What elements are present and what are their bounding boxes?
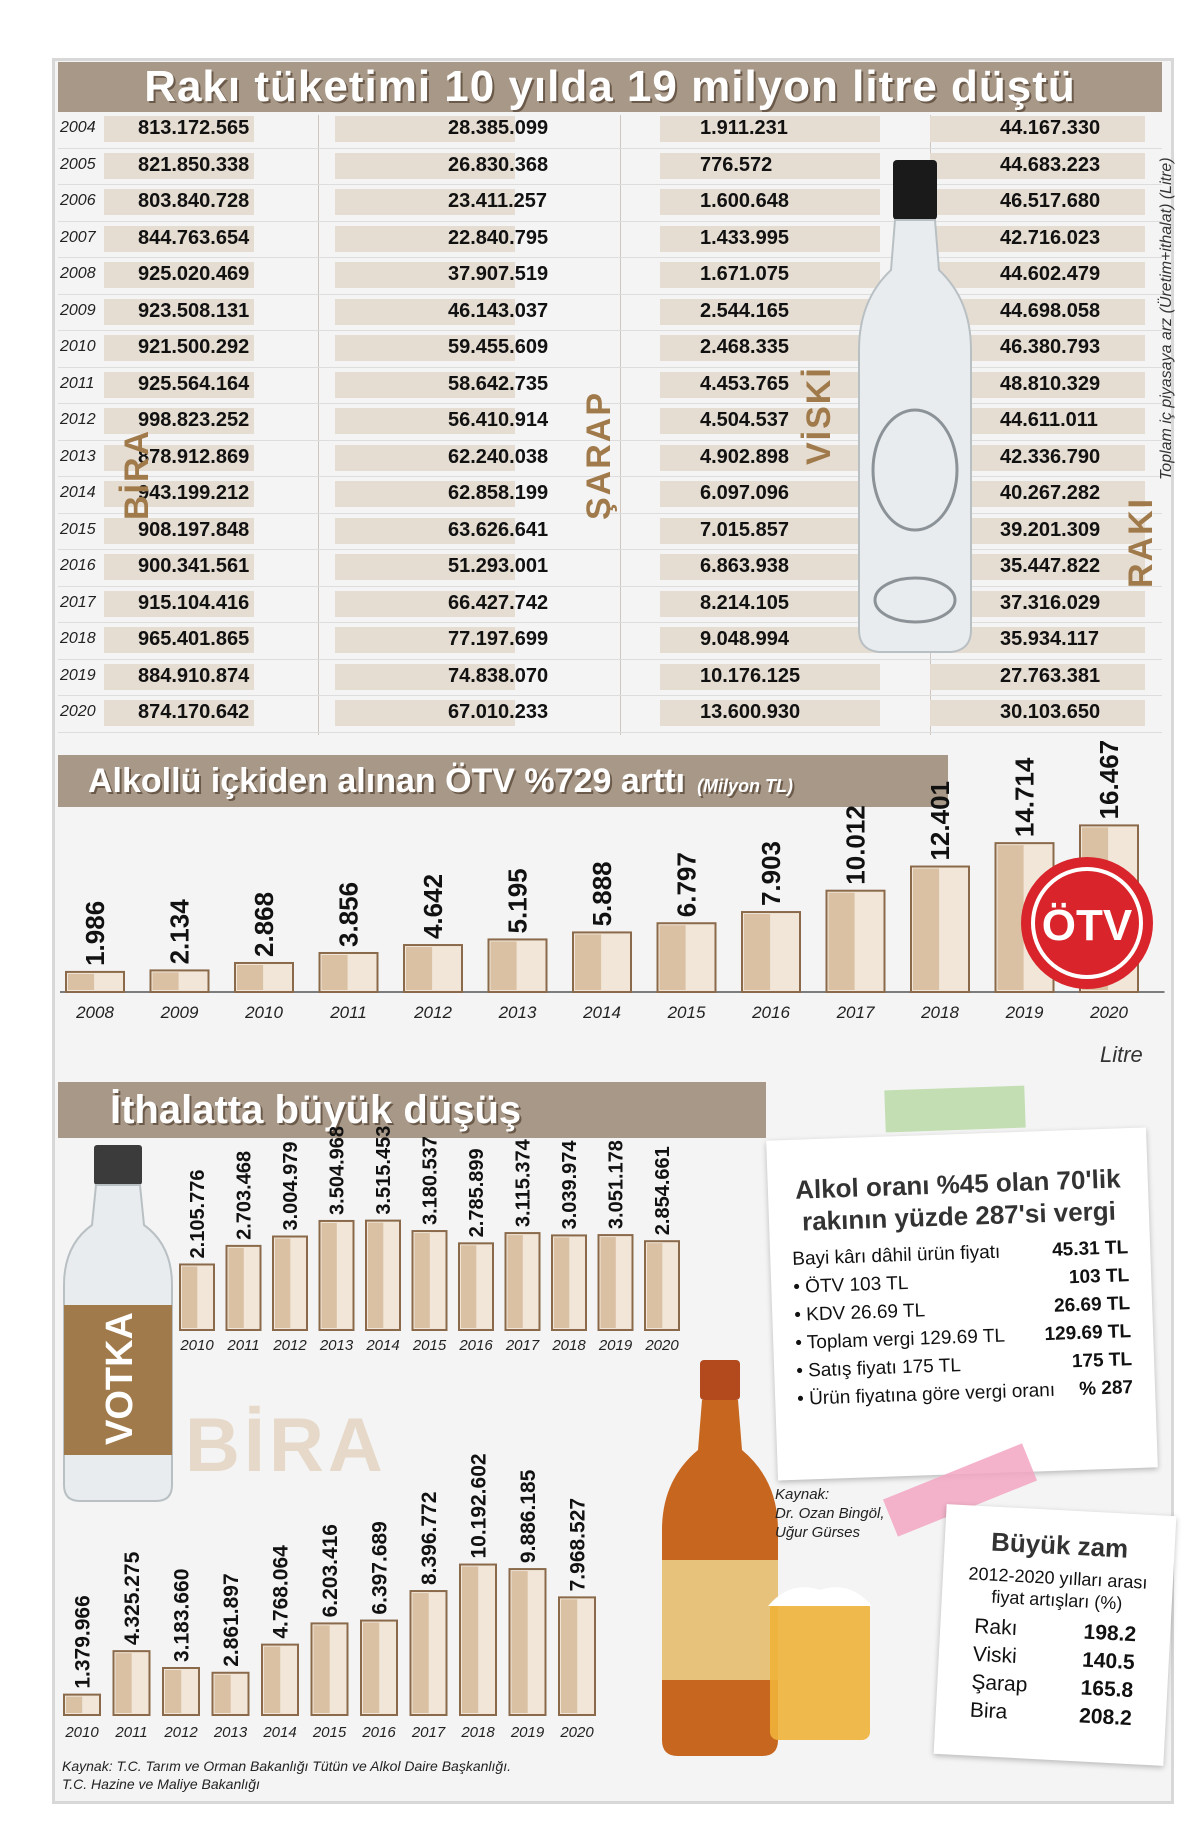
table-cell-viski: 4.504.537 [700, 409, 789, 431]
chart-data-label: 4.642 [418, 873, 449, 940]
chart-tick-label: 2017 [411, 1724, 446, 1741]
column-divider [318, 115, 319, 735]
chart-bar-shade [601, 1237, 616, 1328]
table-cell-viski: 1.671.075 [700, 263, 789, 285]
table-year: 2011 [60, 374, 95, 392]
table-cell-bira: 900.341.561 [138, 555, 250, 577]
table-year: 2006 [60, 192, 96, 209]
chart-bar-shade [406, 947, 432, 990]
chart-data-label: 7.903 [756, 840, 787, 907]
chart-data-label: 2.854.661 [652, 1146, 674, 1236]
table-cell-bira: 878.912.869 [138, 445, 250, 468]
chart-bar-shade [215, 1675, 231, 1713]
table-year: 2013 [60, 447, 96, 465]
table-cell-sarap: 62.240.038 [448, 445, 549, 468]
table-cell-viski: 6.863.938 [700, 555, 789, 577]
import-title: İthalatta büyük düşüş [58, 1082, 766, 1138]
zam-row-label: Bira [969, 1698, 1008, 1724]
table-cell-raki: 27.763.381 [1000, 664, 1101, 687]
chart-tick-label: 2014 [583, 1003, 621, 1022]
chart-tick-label: 2013 [213, 1724, 248, 1741]
table-cell-viski: 4.902.898 [700, 445, 789, 468]
table-year: 2012 [60, 411, 96, 428]
chart-bar-shade [461, 1245, 476, 1328]
table-cell-raki: 44.602.479 [1000, 263, 1101, 285]
zam-row-value: 165.8 [1080, 1676, 1134, 1703]
table-cell-sarap: 51.293.001 [448, 555, 549, 577]
table-cell-bira: 915.104.416 [138, 591, 250, 614]
chart-data-label: 16.467 [1094, 739, 1125, 820]
table-cell-raki: 44.611.011 [1000, 409, 1098, 431]
tax-card-title [766, 1127, 1149, 1246]
chart-data-label: 3.039.974 [559, 1140, 581, 1230]
table-cell-viski: 1.600.648 [700, 190, 789, 212]
table-cell-bira: 821.850.338 [138, 153, 250, 176]
tax-row-value: 129.69 TL [1044, 1321, 1132, 1346]
row-divider [58, 367, 1162, 368]
chart-bar-shade [165, 1670, 181, 1713]
chart-tick-label: 2014 [263, 1724, 297, 1741]
table-cell-viski: 10.176.125 [700, 664, 801, 687]
table-cell-bira: 884.910.874 [138, 664, 250, 687]
source1-line: Dr. Ozan Bingöl, [775, 1505, 885, 1522]
table-cell-raki: 39.201.309 [1000, 518, 1101, 541]
chart-data-label: 4.325.275 [120, 1551, 144, 1646]
zam-row-value: 140.5 [1081, 1648, 1136, 1675]
chart-tick-label: 2019 [1005, 1003, 1044, 1022]
table-cell-sarap: 22.840.795 [448, 226, 549, 249]
tax-row-value: 26.69 TL [1053, 1293, 1131, 1317]
chart-tick-label: 2011 [227, 1337, 260, 1354]
source1-line: Uğur Gürses [775, 1524, 861, 1541]
chart-bar-shade [647, 1243, 662, 1328]
chart-data-label: 1.986 [80, 900, 111, 966]
row-divider [58, 148, 1162, 149]
chart-tick-label: 2012 [164, 1724, 198, 1741]
raki-bottle-illustration [855, 160, 975, 655]
bira-chart-label: BİRA [185, 1403, 387, 1488]
chart-bar-shade [68, 974, 94, 990]
chart-tick-label: 2011 [330, 1003, 367, 1022]
table-cell-bira: 874.170.642 [138, 701, 250, 723]
table-cell-sarap: 46.143.037 [448, 299, 549, 322]
chart-data-label: 5.888 [587, 861, 618, 927]
zam-row-label: Şarap [970, 1670, 1028, 1697]
tax-row-value: 175 TL [1071, 1349, 1133, 1373]
chart-tick-label: 2020 [1090, 1003, 1128, 1022]
table-cell-sarap: 74.838.070 [448, 664, 549, 687]
chart-data-label: 1.379.966 [71, 1595, 95, 1689]
row-divider [58, 659, 1162, 660]
chart-data-label: 5.195 [502, 868, 533, 934]
green-tape-decoration [884, 1086, 1025, 1133]
tax-breakdown-card [766, 1127, 1158, 1480]
main-title: Rakı tüketimi 10 yılda 19 milyon litre düştü [58, 62, 1162, 112]
chart-data-label: 10.192.602 [467, 1453, 491, 1559]
table-cell-bira: 923.508.131 [138, 299, 250, 322]
tax-row-label: • Toplam vergi 129.69 TL [794, 1325, 1006, 1354]
row-divider [58, 184, 1162, 185]
tax-row-value: 45.31 TL [1051, 1237, 1129, 1261]
price-increase-card [934, 1504, 1177, 1766]
chart-data-label: 10.012 [840, 805, 871, 885]
table-cell-raki: 35.447.822 [1000, 555, 1101, 577]
chart-data-label: 2.861.897 [219, 1573, 243, 1667]
chart-data-label: 3.051.178 [605, 1140, 628, 1230]
row-divider [58, 294, 1162, 295]
chart-bar-shade [229, 1248, 244, 1328]
chart-bar-shade [264, 1647, 280, 1713]
viski-column-label: VİSKİ [800, 366, 838, 465]
chart-tick-label: 2017 [505, 1337, 540, 1354]
tax-row-value: % 287 [1078, 1377, 1134, 1400]
source2-line: Kaynak: T.C. Tarım ve Orman Bakanlığı Tütün ve Alkol Daire Başkanlığı. [62, 1758, 511, 1774]
litre-label: Litre [1100, 1042, 1143, 1067]
table-cell-raki: 44.167.330 [1000, 117, 1101, 139]
tax-row-label: Bayi kârı dâhil ürün fiyatı [791, 1241, 1001, 1270]
chart-data-label: 3.180.537 [419, 1136, 442, 1226]
row-divider [58, 622, 1162, 623]
chart-bar-shade [314, 1625, 330, 1713]
chart-tick-label: 2014 [366, 1337, 400, 1354]
chart-data-label: 4.768.064 [269, 1545, 293, 1639]
chart-data-label: 14.714 [1009, 757, 1040, 838]
table-cell-sarap: 59.455.609 [448, 336, 549, 358]
tax-card-title-line2: rakının yüzde 287'si vergi [801, 1195, 1117, 1237]
chart-data-label: 3.115.374 [512, 1139, 535, 1228]
chart-bar-shade [322, 955, 348, 990]
tax-row-value: 103 TL [1068, 1265, 1130, 1289]
table-cell-bira: 803.840.728 [138, 190, 250, 212]
chart-tick-label: 2012 [273, 1337, 307, 1354]
table-cell-sarap: 67.010.233 [448, 701, 549, 723]
chart-bar-shade [508, 1235, 523, 1328]
table-cell-sarap: 58.642.735 [448, 372, 549, 395]
chart-tick-label: 2017 [836, 1003, 875, 1022]
table-cell-bira: 965.401.865 [138, 628, 250, 650]
table-year: 2017 [60, 593, 96, 611]
chart-bar-shade [744, 914, 770, 990]
table-cell-raki: 42.336.790 [1000, 445, 1101, 468]
table-cell-viski: 7.015.857 [700, 518, 789, 541]
supply-note: Toplam iç piyasaya arz (Üretim+ithalat) (Litre) [1158, 157, 1175, 480]
chart-tick-label: 2008 [76, 1003, 114, 1022]
table-cell-raki: 44.683.223 [1000, 153, 1101, 176]
chart-bar-shade [561, 1599, 577, 1713]
zam-row-value: 208.2 [1078, 1704, 1133, 1731]
chart-data-label: 2.703.468 [233, 1150, 256, 1240]
chart-bar-shade [368, 1223, 383, 1328]
chart-bar-shade [182, 1266, 197, 1328]
otv-unit: (Milyon TL) [697, 776, 794, 796]
table-cell-raki: 44.698.058 [1000, 299, 1101, 322]
chart-data-label: 3.004.979 [280, 1141, 302, 1231]
chart-tick-label: 2011 [115, 1724, 148, 1741]
table-year: 2018 [60, 630, 96, 647]
table-year: 2014 [60, 484, 96, 501]
table-year: 2009 [60, 301, 96, 319]
table-cell-bira: 925.564.164 [138, 372, 250, 395]
votka-label: VOTKA [99, 1312, 141, 1445]
tax-row-label: • Ürün fiyatına göre vergi oranı [796, 1379, 1056, 1410]
row-divider [58, 221, 1162, 222]
table-cell-bira: 813.172.565 [138, 117, 250, 139]
source-note-2 [62, 1757, 511, 1793]
table-year: 2004 [60, 119, 96, 136]
chart-bar-shade [575, 934, 601, 990]
chart-tick-label: 2015 [312, 1724, 347, 1741]
chart-tick-label: 2009 [160, 1003, 199, 1022]
chart-bar-shade [512, 1571, 528, 1713]
table-cell-raki: 42.716.023 [1000, 226, 1101, 249]
chart-bar-shade [153, 972, 179, 990]
table-cell-sarap: 56.410.914 [448, 409, 549, 431]
chart-data-label: 6.397.689 [368, 1521, 392, 1615]
row-divider [58, 257, 1162, 258]
tax-row-label: • ÖTV 103 TL [792, 1272, 909, 1298]
chart-bar-shade [554, 1237, 569, 1328]
row-divider [58, 330, 1162, 331]
table-cell-viski: 6.097.096 [700, 482, 789, 504]
chart-tick-label: 2016 [752, 1003, 790, 1022]
chart-bar-shade [491, 941, 517, 990]
tax-row-label: • Satış fiyatı 175 TL [795, 1355, 962, 1382]
table-cell-bira: 844.763.654 [138, 226, 250, 249]
table-cell-bira: 998.823.252 [138, 409, 250, 431]
chart-data-label: 3.504.968 [326, 1125, 349, 1215]
table-cell-raki: 46.380.793 [1000, 336, 1101, 358]
table-cell-bira: 908.197.848 [138, 518, 250, 541]
chart-tick-label: 2016 [362, 1724, 396, 1741]
table-year: 2019 [60, 666, 96, 684]
source2-line: T.C. Hazine ve Maliye Bakanlığı [62, 1776, 260, 1792]
chart-data-label: 6.203.416 [318, 1523, 342, 1618]
chart-bar-shade [829, 893, 855, 990]
table-cell-viski: 1.433.995 [700, 226, 789, 249]
chart-bar-shade [413, 1593, 429, 1713]
chart-data-label: 2.785.899 [466, 1148, 488, 1238]
table-cell-raki: 40.267.282 [1000, 482, 1101, 504]
row-divider [58, 732, 1162, 733]
table-cell-raki: 46.517.680 [1000, 190, 1101, 212]
table-year: 2007 [60, 228, 96, 246]
otv-stamp-text: ÖTV [1041, 901, 1133, 950]
row-divider [58, 586, 1162, 587]
source-note-1 [775, 1485, 885, 1542]
row-divider [58, 695, 1162, 696]
chart-data-label: 6.797 [671, 852, 702, 918]
vodka-bottle-illustration [58, 1145, 178, 1505]
chart-tick-label: 2015 [667, 1003, 706, 1022]
chart-tick-label: 2018 [552, 1337, 586, 1354]
zam-title: Büyük zam [990, 1526, 1130, 1564]
otv-stamp-badge [1012, 848, 1162, 998]
chart-data-label: 2.105.776 [187, 1169, 209, 1259]
table-cell-sarap: 26.830.368 [448, 153, 549, 176]
table-cell-raki: 37.316.029 [1000, 591, 1101, 614]
otv-title-text: Alkollü içkiden alınan ÖTV %729 arttı [88, 762, 686, 800]
chart-tick-label: 2019 [598, 1337, 633, 1354]
table-cell-sarap: 77.197.699 [448, 628, 549, 650]
chart-data-label: 12.401 [925, 780, 956, 861]
table-cell-bira: 925.020.469 [138, 263, 250, 285]
table-cell-bira: 943.199.212 [138, 482, 250, 504]
chart-data-label: 3.515.453 [373, 1125, 395, 1215]
zam-row-label: Viski [972, 1642, 1018, 1669]
table-year: 2015 [60, 520, 96, 538]
table-cell-viski: 8.214.105 [700, 591, 789, 614]
chart-tick-label: 2018 [921, 1003, 959, 1022]
chart-tick-label: 2013 [498, 1003, 537, 1022]
chart-tick-label: 2018 [461, 1724, 495, 1741]
chart-tick-label: 2013 [319, 1337, 354, 1354]
table-cell-viski: 2.468.335 [700, 336, 789, 358]
raki-column-label: RAKI [1122, 496, 1160, 588]
otv-title [58, 755, 948, 807]
chart-data-label: 3.856 [333, 881, 364, 947]
chart-tick-label: 2020 [645, 1337, 679, 1354]
chart-data-label: 8.396.772 [417, 1491, 441, 1586]
table-year: 2010 [60, 338, 96, 355]
tax-card-title-line1: Alkol oranı %45 olan 70'lik [794, 1163, 1122, 1205]
chart-bar-shade [66, 1697, 82, 1713]
chart-bar-shade [275, 1239, 290, 1328]
chart-tick-label: 2020 [560, 1724, 594, 1741]
table-cell-viski: 9.048.994 [700, 628, 789, 650]
row-divider [58, 549, 1162, 550]
column-divider [620, 115, 621, 735]
table-cell-viski: 4.453.765 [700, 372, 789, 395]
chart-data-label: 3.183.660 [170, 1568, 194, 1663]
chart-tick-label: 2010 [245, 1003, 283, 1022]
table-cell-viski: 13.600.930 [700, 701, 801, 723]
source1-line: Kaynak: [775, 1486, 830, 1503]
table-cell-raki: 35.934.117 [1000, 628, 1099, 650]
table-cell-raki: 48.810.329 [1000, 372, 1101, 395]
chart-tick-label: 2010 [65, 1724, 99, 1741]
table-cell-viski: 1.911.231 [700, 117, 788, 139]
table-cell-sarap: 23.411.257 [448, 190, 547, 212]
bira-column-label: BİRA [118, 428, 156, 520]
chart-bar-shade [913, 869, 939, 990]
chart-data-label: 2.134 [164, 899, 195, 965]
table-cell-sarap: 28.385.099 [448, 117, 549, 139]
zam-subtitle: 2012-2020 yılları arası fiyat artışları (%) [968, 1563, 1148, 1614]
table-cell-sarap: 37.907.519 [448, 263, 549, 285]
table-year: 2016 [60, 557, 96, 574]
sarap-column-label: ŞARAP [580, 390, 618, 520]
table-cell-sarap: 66.427.742 [448, 591, 549, 614]
table-cell-bira: 921.500.292 [138, 336, 250, 358]
chart-bar-shade [363, 1623, 379, 1713]
chart-data-label: 7.968.527 [566, 1497, 590, 1592]
chart-bar-shade [462, 1567, 478, 1713]
chart-tick-label: 2010 [180, 1337, 214, 1354]
table-year: 2005 [60, 155, 96, 173]
chart-bar-shade [660, 925, 686, 990]
chart-bar-shade [116, 1653, 132, 1713]
table-year: 2008 [60, 265, 96, 282]
table-cell-viski: 776.572 [700, 153, 773, 176]
chart-data-label: 2.868 [249, 891, 280, 957]
bira-bar-chart [58, 1453, 618, 1750]
tax-row-label: • KDV 26.69 TL [793, 1300, 926, 1326]
table-cell-sarap: 62.858.199 [448, 482, 549, 504]
table-year: 2020 [60, 703, 96, 720]
chart-tick-label: 2016 [459, 1337, 493, 1354]
chart-bar-shade [322, 1223, 337, 1328]
table-cell-raki: 30.103.650 [1000, 701, 1101, 723]
chart-tick-label: 2015 [412, 1337, 447, 1354]
chart-tick-label: 2012 [414, 1003, 452, 1022]
chart-bar-shade [237, 965, 263, 990]
chart-bar-shade [415, 1233, 430, 1328]
table-cell-viski: 2.544.165 [700, 299, 789, 322]
chart-data-label: 9.886.185 [516, 1469, 540, 1564]
table-cell-sarap: 63.626.641 [448, 518, 549, 541]
chart-tick-label: 2019 [510, 1724, 545, 1741]
zam-row-value: 198.2 [1083, 1620, 1137, 1647]
zam-row-label: Rakı [973, 1614, 1019, 1641]
